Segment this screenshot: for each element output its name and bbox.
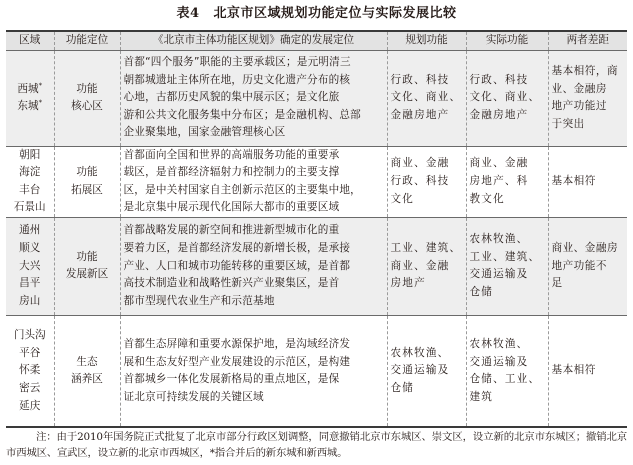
region-name bbox=[9, 240, 51, 258]
region-name-text: 大兴 bbox=[19, 259, 41, 272]
actual-function-line: 交通运输及 bbox=[469, 268, 529, 281]
table-title-text: 北京市区域规划功能定位与实际发展比较 bbox=[213, 6, 457, 21]
actual-function-line: 教文化 bbox=[469, 192, 505, 205]
table-row bbox=[6, 50, 627, 146]
region-name-text: 昌平 bbox=[19, 277, 41, 290]
actual-function-line: 交通运输及 bbox=[469, 355, 529, 368]
actual-function-line: 行政、科技 bbox=[469, 73, 529, 86]
gap-line: 商业、金融房 bbox=[551, 242, 619, 255]
function-line: 涵养区 bbox=[71, 373, 103, 386]
function-line: 拓展区 bbox=[71, 183, 103, 196]
planned-function-line: 农林牧渔、 bbox=[390, 346, 450, 359]
actual-function-line: 商业、金融 bbox=[469, 157, 529, 170]
description-line: 区，是中关村国家自主创新示范区的主要集中地， bbox=[123, 183, 361, 196]
header-planned: 规划功能 bbox=[387, 31, 466, 50]
gap-line: 业、金融房 bbox=[551, 82, 607, 95]
actual-function-line: 建筑 bbox=[469, 390, 494, 403]
merged-district-mark: * bbox=[38, 80, 43, 89]
region-name bbox=[9, 293, 51, 311]
description-line: 心地，古都历史风貌的集中展示区；是文化旅 bbox=[123, 91, 340, 104]
region-cell bbox=[6, 217, 54, 315]
region-name-text: 石景山 bbox=[13, 201, 46, 214]
description-line: 首都战略发展的新空间和推进新型城市化的重 bbox=[123, 224, 340, 237]
actual-function-line: 房地产、科 bbox=[469, 174, 529, 187]
header-row bbox=[6, 31, 627, 50]
description-cell bbox=[120, 146, 387, 217]
description-cell bbox=[120, 50, 387, 146]
merged-district-mark: * bbox=[38, 98, 43, 107]
region-name-text: 西城 bbox=[17, 82, 39, 95]
region-name-text: 密云 bbox=[19, 382, 41, 395]
gap-line: 基本相符，商 bbox=[551, 64, 619, 77]
description-line: 朝都城遗址主体所在地，历史文化遗产分布的核 bbox=[123, 73, 351, 86]
planned-function-line: 房地产 bbox=[390, 277, 426, 290]
region-name-text: 丰台 bbox=[19, 183, 41, 196]
description-line: 企业聚集地，国家金融管理核心区 bbox=[123, 126, 286, 139]
description-line: 是北京集中展示现代化国际大都市的重要区域 bbox=[123, 201, 340, 214]
description-line: 高技术制造业和战略性新兴产业聚集区，是首 bbox=[123, 277, 340, 290]
header-region: 区域 bbox=[6, 31, 54, 50]
function-cell bbox=[54, 50, 120, 146]
function-line: 发展新区 bbox=[65, 268, 109, 281]
region-name-text: 房山 bbox=[19, 294, 41, 307]
function-line: 功能 bbox=[76, 82, 98, 95]
region-cell bbox=[6, 50, 54, 146]
actual-function-cell bbox=[466, 50, 548, 146]
region-name-text: 门头沟 bbox=[13, 329, 46, 342]
actual-function-line: 仓储 bbox=[469, 286, 494, 299]
planned-function-line: 工业、建筑、 bbox=[390, 242, 462, 255]
region-name bbox=[9, 275, 51, 293]
table-row bbox=[6, 146, 627, 217]
region-name bbox=[9, 98, 51, 116]
region-name-text: 朝阳 bbox=[19, 148, 41, 161]
gap-line: 足 bbox=[551, 277, 563, 290]
description-line: 首都面向全国和世界的高端服务功能的重要承 bbox=[123, 148, 340, 161]
actual-function-cell bbox=[466, 217, 548, 315]
planned-function-line: 交通运输及 bbox=[390, 364, 450, 377]
description-line: 首都城乡一体化发展新格局的重点地区，是保 bbox=[123, 373, 340, 386]
description-line: 首都生态屏障和重要水源保护地，是沟域经济发 bbox=[123, 338, 351, 351]
region-name-text: 平谷 bbox=[19, 346, 41, 359]
comparison-table bbox=[6, 30, 627, 428]
gap-cell bbox=[548, 50, 627, 146]
table-title bbox=[0, 5, 633, 23]
gap-line: 于突出 bbox=[551, 117, 585, 130]
region-name bbox=[9, 81, 51, 99]
region-name bbox=[9, 327, 51, 345]
region-name-text: 怀柔 bbox=[19, 364, 41, 377]
gap-line: 基本相符 bbox=[551, 364, 596, 377]
header-function: 功能定位 bbox=[54, 31, 120, 50]
planned-function-line: 行政、科技 bbox=[390, 73, 450, 86]
function-line: 核心区 bbox=[71, 100, 103, 113]
region-name-text: 海淀 bbox=[19, 166, 41, 179]
actual-function-line: 工业、建筑、 bbox=[469, 250, 541, 263]
description-cell bbox=[120, 315, 387, 427]
header-diff: 两者差距 bbox=[548, 31, 627, 50]
region-name bbox=[9, 222, 51, 240]
region-name-text: 顺义 bbox=[19, 242, 41, 255]
region-name bbox=[9, 258, 51, 276]
planned-function-line: 商业、金融 bbox=[390, 259, 450, 272]
table-footnote: 注：由于2010年国务院正式批复了北京市部分行政区划调整，同意撤销北京市东城区、崇文区，设立新的北京市东城区；撤销北京市西城区、宣武区，设立新的北京市西城区，*指合并后的新东城和新西城。 bbox=[6, 431, 627, 459]
description-line: 都市型现代农业生产和示范基地 bbox=[123, 294, 275, 307]
header-description: 《北京市主体功能区规划》确定的发展定位 bbox=[120, 31, 387, 50]
region-name-text: 通州 bbox=[19, 224, 41, 237]
actual-function-line: 金融房地产 bbox=[469, 108, 529, 121]
actual-function-line: 文化、商业、 bbox=[469, 91, 541, 104]
description-line: 产业、人口和城市功能转移的重要区域，是首都 bbox=[123, 259, 351, 272]
function-cell bbox=[54, 315, 120, 427]
region-name bbox=[9, 345, 51, 363]
region-name bbox=[9, 362, 51, 380]
actual-function-line: 仓储、工业、 bbox=[469, 373, 541, 386]
planned-function-cell bbox=[387, 50, 466, 146]
region-name bbox=[9, 199, 51, 217]
region-name-text: 延庆 bbox=[19, 399, 41, 412]
actual-function-cell bbox=[466, 315, 548, 427]
region-name bbox=[9, 182, 51, 200]
actual-function-cell bbox=[466, 146, 548, 217]
region-name bbox=[9, 147, 51, 165]
planned-function-cell bbox=[387, 217, 466, 315]
header-actual: 实际功能 bbox=[466, 31, 548, 50]
region-cell bbox=[6, 315, 54, 427]
function-cell bbox=[54, 217, 120, 315]
region-name-text: 东城 bbox=[17, 100, 39, 113]
function-cell bbox=[54, 146, 120, 217]
description-line: 要着力区，是首都经济发展的新增长极，是承接 bbox=[123, 242, 351, 255]
planned-function-line: 金融房地产 bbox=[390, 108, 450, 121]
description-line: 证北京可持续发展的关键区域 bbox=[123, 390, 264, 403]
table-number: 表4 bbox=[176, 6, 200, 21]
function-line: 生态 bbox=[76, 355, 98, 368]
function-line: 功能 bbox=[76, 250, 98, 263]
planned-function-line: 商业、金融 bbox=[390, 157, 450, 170]
gap-line: 地产功能不 bbox=[551, 259, 607, 272]
planned-function-cell bbox=[387, 315, 466, 427]
planned-function-line: 文化 bbox=[390, 192, 415, 205]
description-line: 展和生态友好型产业发展建设的示范区，是构建 bbox=[123, 355, 351, 368]
planned-function-cell bbox=[387, 146, 466, 217]
function-line: 功能 bbox=[76, 166, 98, 179]
gap-line: 地产功能过 bbox=[551, 100, 607, 113]
planned-function-line: 文化、商业、 bbox=[390, 91, 462, 104]
planned-function-line: 仓储 bbox=[390, 382, 415, 395]
planned-function-line: 行政、科技 bbox=[390, 174, 450, 187]
region-name bbox=[9, 398, 51, 416]
region-cell bbox=[6, 146, 54, 217]
description-line: 载区，是首都经济辐射力和控制力的主要支撑 bbox=[123, 166, 340, 179]
region-name bbox=[9, 380, 51, 398]
table-row bbox=[6, 315, 627, 427]
region-name bbox=[9, 164, 51, 182]
description-cell bbox=[120, 217, 387, 315]
gap-cell bbox=[548, 315, 627, 427]
gap-cell bbox=[548, 217, 627, 315]
description-line: 首都“四个服务”职能的主要承载区；是元明清三 bbox=[123, 56, 351, 69]
actual-function-line: 农林牧渔、 bbox=[469, 338, 529, 351]
actual-function-line: 农林牧渔、 bbox=[469, 233, 529, 246]
description-line: 游和公共文化服务集中分布区；是金融机构、总部 bbox=[123, 108, 361, 121]
table-row bbox=[6, 217, 627, 315]
gap-cell bbox=[548, 146, 627, 217]
gap-line: 基本相符 bbox=[551, 174, 596, 187]
